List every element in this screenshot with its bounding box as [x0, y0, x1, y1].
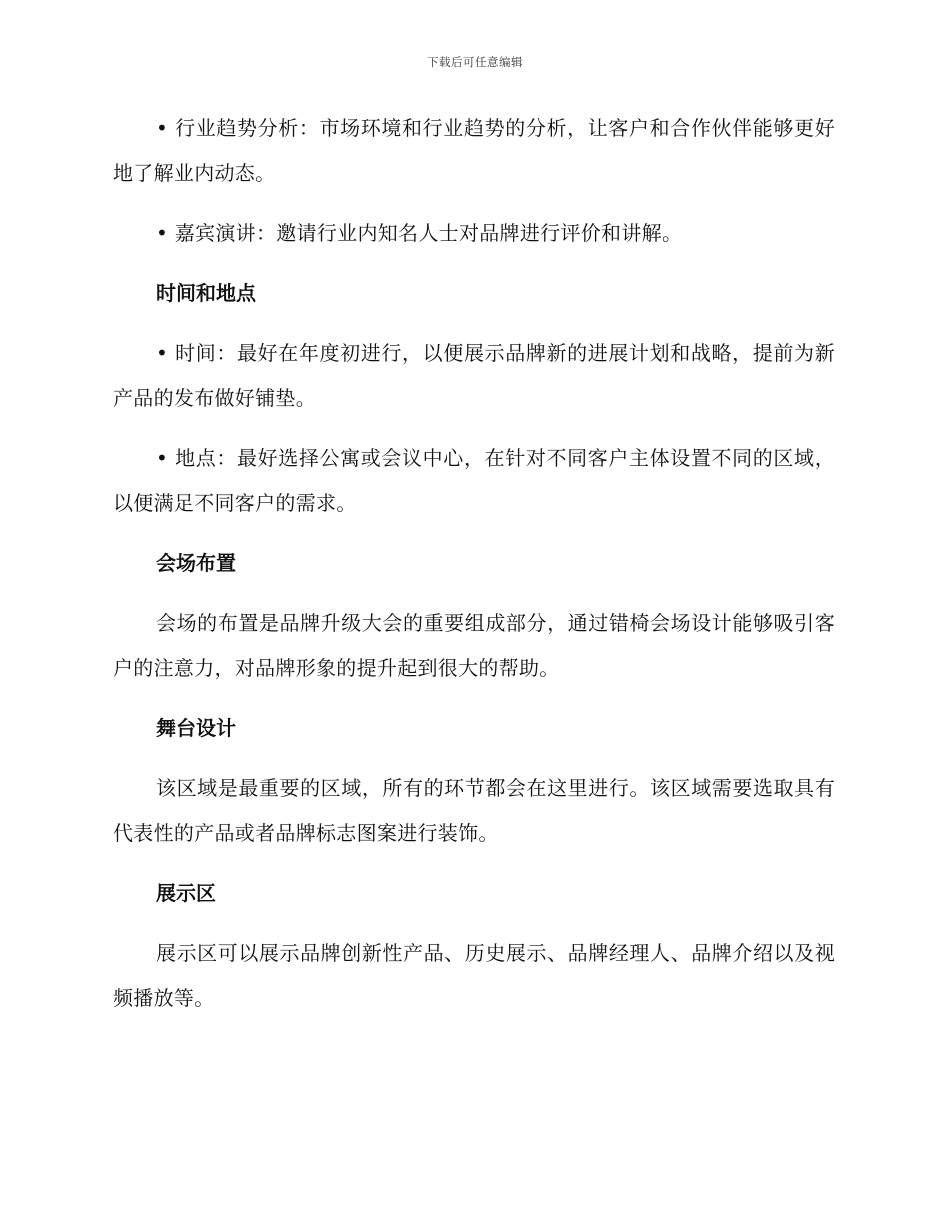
paragraph-exhibition: 展示区可以展示品牌创新性产品、历史展示、品牌经理人、品牌介绍以及视频播放等。 — [113, 941, 835, 1010]
section-heading-exhibition: 展示区 — [156, 881, 216, 905]
page-header: 下载后可任意编辑 — [427, 55, 523, 69]
section-heading-stage: 舞台设计 — [156, 716, 236, 740]
paragraph-stage: 该区域是最重要的区域，所有的环节都会在这里进行。该区域需要选取具有代表性的产品或者品牌标志图案进行装饰。 — [113, 776, 835, 845]
section-heading-venue: 会场布置 — [156, 551, 236, 575]
section-heading-time-place: 时间和地点 — [156, 281, 256, 305]
bullet-industry-trend: • 行业趋势分析：市场环境和行业趋势的分析，让客户和合作伙伴能够更好地了解业内动态。 — [113, 116, 835, 185]
bullet-place: • 地点：最好选择公寓或会议中心，在针对不同客户主体设置不同的区域，以便满足不同客户的需求。 — [113, 446, 835, 515]
paragraph-venue: 会场的布置是品牌升级大会的重要组成部分，通过错椅会场设计能够吸引客户的注意力，对品牌形象的提升起到很大的帮助。 — [113, 611, 835, 680]
document-body — [113, 106, 835, 1036]
bullet-guest-speech: • 嘉宾演讲：邀请行业内知名人士对品牌进行评价和讲解。 — [156, 221, 683, 245]
bullet-time: • 时间：最好在年度初进行，以便展示品牌新的进展计划和战略，提前为新产品的发布做好铺垫。 — [113, 341, 835, 410]
